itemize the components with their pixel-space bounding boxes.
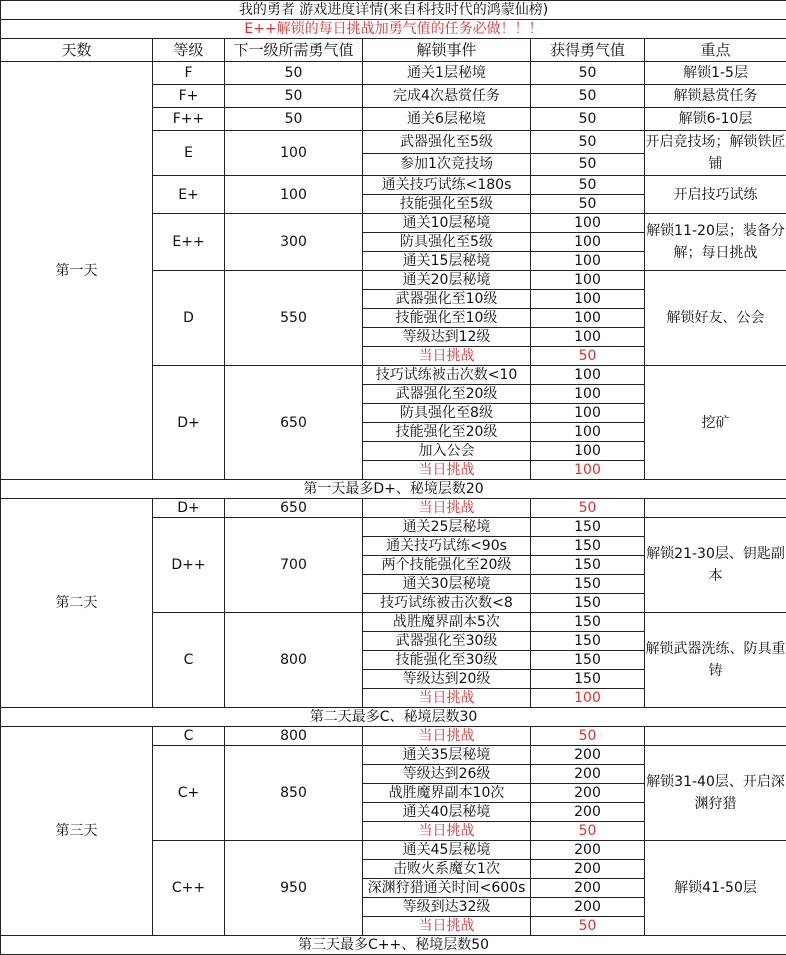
gain-courage-cell: 150 <box>531 518 645 537</box>
header-unlock-event: 解锁事件 <box>363 39 531 62</box>
level-cell: C++ <box>153 841 225 936</box>
gain-courage-cell: 100 <box>531 366 645 385</box>
header-level: 等级 <box>153 39 225 62</box>
gain-courage-cell: 50 <box>531 131 645 154</box>
gain-courage-cell: 100 <box>531 290 645 309</box>
event-cell: 参加1次竞技场 <box>363 153 531 176</box>
gain-courage-cell: 100 <box>531 689 645 708</box>
gain-courage-cell: 150 <box>531 651 645 670</box>
key-point-cell: 解锁悬赏任务 <box>645 85 786 108</box>
event-cell: 战胜魔界副本10次 <box>363 784 531 803</box>
gain-courage-cell: 200 <box>531 841 645 860</box>
event-cell: 防具强化至5级 <box>363 233 531 252</box>
required-courage-cell: 700 <box>225 518 363 613</box>
gain-courage-cell: 50 <box>531 499 645 518</box>
required-courage-cell: 950 <box>225 841 363 936</box>
required-courage-cell: 800 <box>225 613 363 708</box>
level-cell: F++ <box>153 108 225 131</box>
required-courage-cell: 850 <box>225 746 363 841</box>
event-cell: 完成4次悬赏任务 <box>363 85 531 108</box>
level-cell: C <box>153 613 225 708</box>
day-summary: 第一天最多D+、秘境层数20 <box>1 480 786 499</box>
key-point-cell <box>645 499 786 518</box>
day-summary-row <box>1 708 786 727</box>
event-cell: 当日挑战 <box>363 822 531 841</box>
event-cell: 等级达到20级 <box>363 670 531 689</box>
level-cell: E+ <box>153 176 225 214</box>
gain-courage-cell: 200 <box>531 879 645 898</box>
event-cell: 通关45层秘境 <box>363 841 531 860</box>
gain-courage-cell: 100 <box>531 328 645 347</box>
gain-courage-cell: 100 <box>531 461 645 480</box>
key-point-cell: 解锁武器洗练、防具重铸 <box>645 613 786 708</box>
level-cell: E <box>153 131 225 176</box>
day-summary: 第二天最多C、秘境层数30 <box>1 708 786 727</box>
event-cell: 通关技巧试练<180s <box>363 176 531 195</box>
notice-row <box>1 20 786 39</box>
gain-courage-cell: 50 <box>531 176 645 195</box>
gain-courage-cell: 200 <box>531 803 645 822</box>
key-point-cell: 开启技巧试练 <box>645 176 786 214</box>
event-cell: 击败火系魔女1次 <box>363 860 531 879</box>
gain-courage-cell: 100 <box>531 214 645 233</box>
event-cell: 当日挑战 <box>363 461 531 480</box>
key-point-cell: 解锁6-10层 <box>645 108 786 131</box>
gain-courage-cell: 100 <box>531 442 645 461</box>
event-cell: 当日挑战 <box>363 347 531 366</box>
key-point-cell <box>645 727 786 746</box>
required-courage-cell: 50 <box>225 62 363 85</box>
page-title: 我的勇者 游戏进度详情(来自科技时代的鸿蒙仙榜) <box>1 1 786 20</box>
key-point-cell: 解锁41-50层 <box>645 841 786 936</box>
header-row <box>1 39 786 62</box>
gain-courage-cell: 150 <box>531 670 645 689</box>
gain-courage-cell: 50 <box>531 62 645 85</box>
required-courage-cell: 800 <box>225 727 363 746</box>
event-cell: 武器强化至10级 <box>363 290 531 309</box>
day-cell: 第三天 <box>1 727 153 936</box>
required-courage-cell: 650 <box>225 499 363 518</box>
gain-courage-cell: 100 <box>531 385 645 404</box>
header-key-points: 重点 <box>645 39 786 62</box>
event-cell: 两个技能强化至20级 <box>363 556 531 575</box>
event-cell: 战胜魔界副本5次 <box>363 613 531 632</box>
event-cell: 等级到达32级 <box>363 898 531 917</box>
level-cell: D++ <box>153 518 225 613</box>
event-cell: 技能强化至20级 <box>363 423 531 442</box>
event-cell: 通关15层秘境 <box>363 252 531 271</box>
key-point-cell: 解锁1-5层 <box>645 62 786 85</box>
level-cell: F <box>153 62 225 85</box>
table-row <box>1 499 786 518</box>
gain-courage-cell: 150 <box>531 575 645 594</box>
gain-courage-cell: 150 <box>531 632 645 651</box>
key-point-cell: 解锁21-30层、钥匙副本 <box>645 518 786 613</box>
event-cell: 通关1层秘境 <box>363 62 531 85</box>
required-courage-cell: 650 <box>225 366 363 480</box>
event-cell: 技能强化至5级 <box>363 195 531 214</box>
key-point-cell: 解锁好友、公会 <box>645 271 786 366</box>
event-cell: 加入公会 <box>363 442 531 461</box>
day-summary-row <box>1 480 786 499</box>
gain-courage-cell: 100 <box>531 233 645 252</box>
key-point-cell: 开启竞技场；解锁铁匠铺 <box>645 131 786 176</box>
level-cell: C <box>153 727 225 746</box>
gain-courage-cell: 50 <box>531 822 645 841</box>
level-cell: E++ <box>153 214 225 271</box>
gain-courage-cell: 150 <box>531 556 645 575</box>
event-cell: 通关25层秘境 <box>363 518 531 537</box>
event-cell: 技巧试练被击次数<10 <box>363 366 531 385</box>
key-point-cell: 解锁31-40层、开启深渊狩猎 <box>645 746 786 841</box>
table-body <box>1 1 786 955</box>
required-courage-cell: 100 <box>225 131 363 176</box>
event-cell: 等级达到26级 <box>363 765 531 784</box>
required-courage-cell: 300 <box>225 214 363 271</box>
level-cell: D+ <box>153 366 225 480</box>
day-cell: 第二天 <box>1 499 153 708</box>
level-cell: F+ <box>153 85 225 108</box>
gain-courage-cell: 50 <box>531 195 645 214</box>
event-cell: 通关20层秘境 <box>363 271 531 290</box>
event-cell: 通关技巧试练<90s <box>363 537 531 556</box>
header-next-courage: 下一级所需勇气值 <box>225 39 363 62</box>
gain-courage-cell: 200 <box>531 784 645 803</box>
event-cell: 武器强化至20级 <box>363 385 531 404</box>
event-cell: 当日挑战 <box>363 499 531 518</box>
gain-courage-cell: 50 <box>531 108 645 131</box>
gain-courage-cell: 200 <box>531 746 645 765</box>
gain-courage-cell: 100 <box>531 271 645 290</box>
level-cell: D+ <box>153 499 225 518</box>
header-gain-courage: 获得勇气值 <box>531 39 645 62</box>
event-cell: 通关6层秘境 <box>363 108 531 131</box>
event-cell: 当日挑战 <box>363 727 531 746</box>
event-cell: 通关10层秘境 <box>363 214 531 233</box>
gain-courage-cell: 150 <box>531 537 645 556</box>
gain-courage-cell: 50 <box>531 917 645 936</box>
event-cell: 深渊狩猎通关时间<600s <box>363 879 531 898</box>
gain-courage-cell: 200 <box>531 898 645 917</box>
key-point-cell: 解锁11-20层；装备分解；每日挑战 <box>645 214 786 271</box>
event-cell: 武器强化至5级 <box>363 131 531 154</box>
title-row <box>1 1 786 20</box>
event-cell: 武器强化至30级 <box>363 632 531 651</box>
required-courage-cell: 50 <box>225 85 363 108</box>
event-cell: 等级达到12级 <box>363 328 531 347</box>
gain-courage-cell: 100 <box>531 309 645 328</box>
event-cell: 通关35层秘境 <box>363 746 531 765</box>
event-cell: 技巧试练被击次数<8 <box>363 594 531 613</box>
header-day: 天数 <box>1 39 153 62</box>
notice-text: E++解锁的每日挑战加勇气值的任务必做！！！ <box>1 20 786 39</box>
event-cell: 当日挑战 <box>363 917 531 936</box>
gain-courage-cell: 50 <box>531 153 645 176</box>
gain-courage-cell: 100 <box>531 423 645 442</box>
level-cell: C+ <box>153 746 225 841</box>
event-cell: 技能强化至10级 <box>363 309 531 328</box>
level-cell: D <box>153 271 225 366</box>
gain-courage-cell: 150 <box>531 594 645 613</box>
table-row <box>1 727 786 746</box>
gain-courage-cell: 200 <box>531 860 645 879</box>
day-summary: 第三天最多C++、秘境层数50 <box>1 936 786 955</box>
event-cell: 通关40层秘境 <box>363 803 531 822</box>
event-cell: 当日挑战 <box>363 689 531 708</box>
event-cell: 防具强化至8级 <box>363 404 531 423</box>
event-cell: 技能强化至30级 <box>363 651 531 670</box>
gain-courage-cell: 150 <box>531 613 645 632</box>
required-courage-cell: 50 <box>225 108 363 131</box>
gain-courage-cell: 50 <box>531 85 645 108</box>
required-courage-cell: 100 <box>225 176 363 214</box>
gain-courage-cell: 100 <box>531 252 645 271</box>
day-cell: 第一天 <box>1 62 153 480</box>
day-summary-row <box>1 936 786 955</box>
gain-courage-cell: 100 <box>531 404 645 423</box>
gain-courage-cell: 50 <box>531 347 645 366</box>
event-cell: 通关30层秘境 <box>363 575 531 594</box>
gain-courage-cell: 50 <box>531 727 645 746</box>
key-point-cell: 挖矿 <box>645 366 786 480</box>
gain-courage-cell: 200 <box>531 765 645 784</box>
table-row <box>1 62 786 85</box>
required-courage-cell: 550 <box>225 271 363 366</box>
